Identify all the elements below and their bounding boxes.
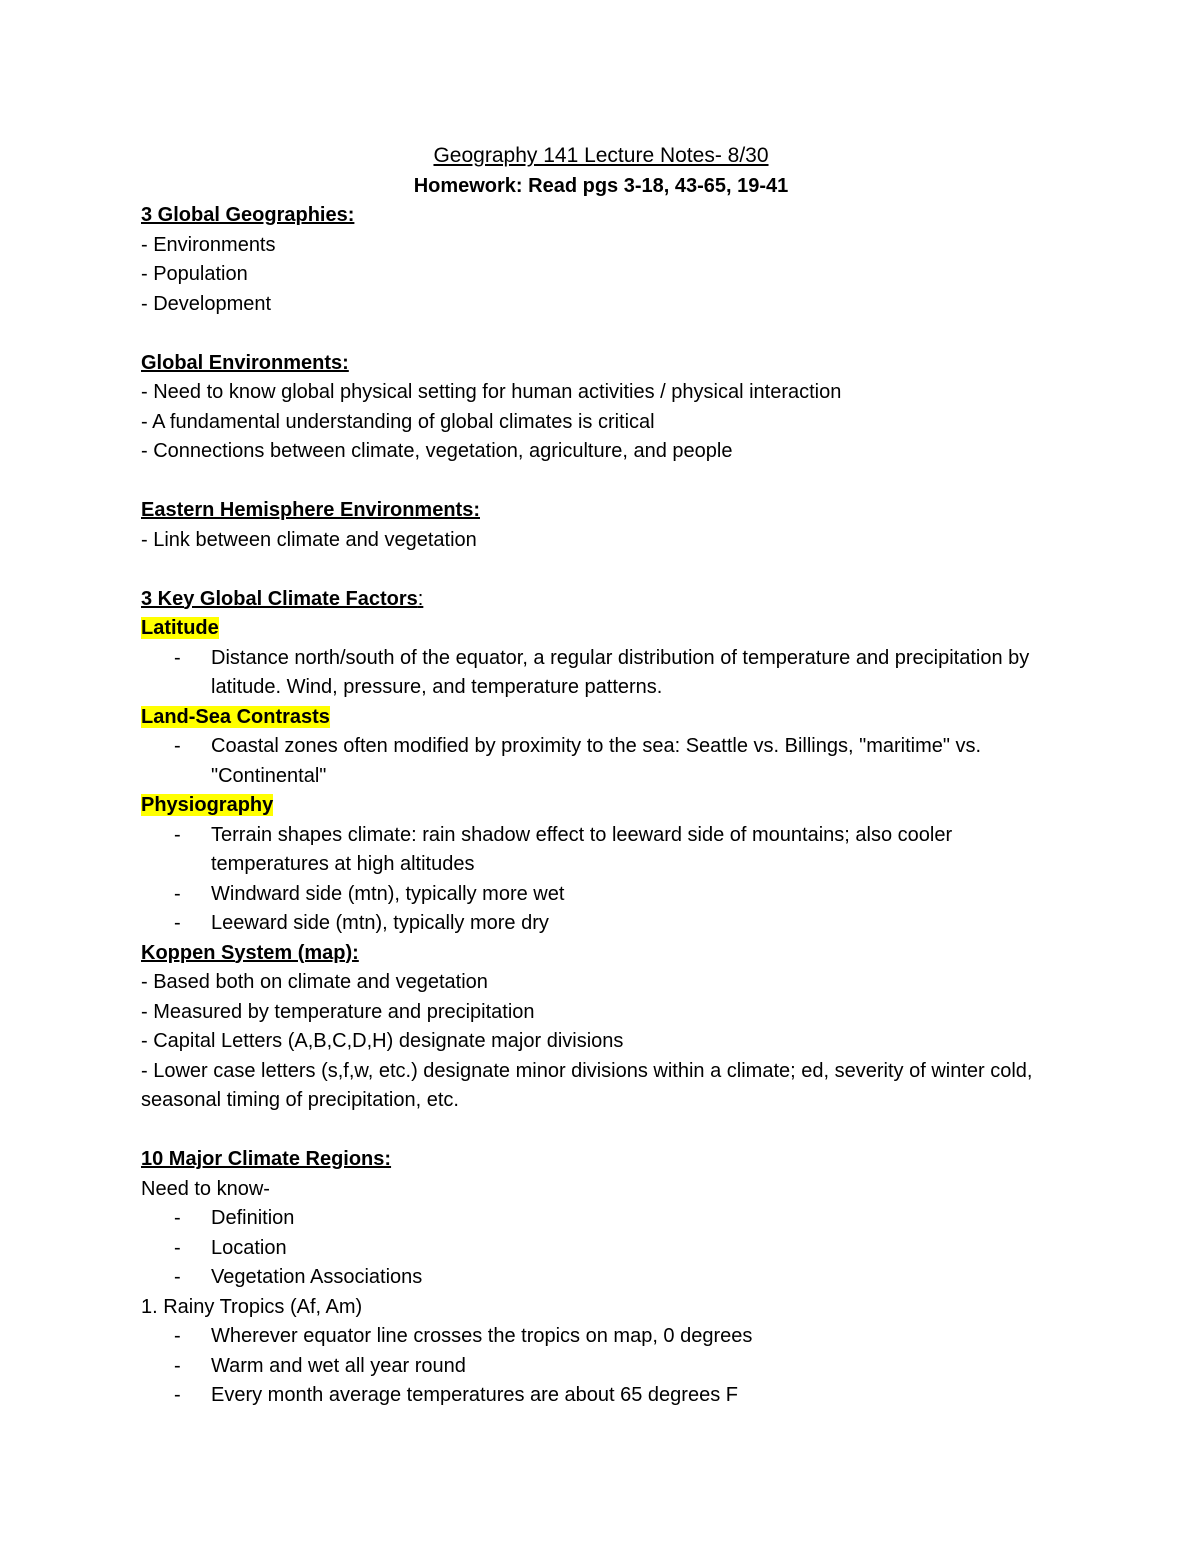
list-item: - Based both on climate and vegetation xyxy=(141,971,488,993)
page-title: Geography 141 Lecture Notes- 8/30 xyxy=(433,144,769,167)
dash-list-item xyxy=(141,732,1061,791)
list-item: - A fundamental understanding of global climates is critical xyxy=(141,410,655,433)
homework-line: Homework: Read pgs 3-18, 43-65, 19-41 xyxy=(413,175,789,197)
highlighted-subheading: Physiography xyxy=(141,794,274,816)
section-heading: Koppen System (map): xyxy=(141,941,359,964)
dash-list-item xyxy=(141,1263,1061,1293)
list-item: - Need to know global physical setting for human activities / physical interaction xyxy=(141,381,842,403)
list-item-text: Leeward side (mtn), typically more dry xyxy=(211,912,549,934)
factor-physiography xyxy=(141,791,1061,939)
region-title: 1. Rainy Tropics (Af, Am) xyxy=(141,1295,363,1318)
spacer xyxy=(141,319,1061,349)
dash-list-item xyxy=(141,1381,1061,1411)
section-climate-factors xyxy=(141,585,1061,939)
list-item: - Lower case letters (s,f,w, etc.) designate minor divisions within a climate; ed, severity of winter cold, seasonal timing of precipitation, etc. xyxy=(141,1059,1033,1111)
dash-list-item xyxy=(141,880,1061,910)
section-heading: 3 Global Geographies: xyxy=(141,204,355,226)
dash-bullet: - xyxy=(174,1236,181,1259)
list-item: - Measured by temperature and precipitation xyxy=(141,1000,535,1023)
intro-text: Need to know- xyxy=(141,1177,270,1200)
spacer xyxy=(141,1116,1061,1146)
section-global-geographies xyxy=(141,201,1061,319)
list-item-text: Definition xyxy=(211,1207,295,1229)
dash-bullet: - xyxy=(174,1384,181,1406)
list-item-text: Vegetation Associations xyxy=(211,1266,423,1288)
section-heading: Global Environments: xyxy=(141,351,349,374)
list-item: - Development xyxy=(141,292,272,315)
highlighted-subheading: Land-Sea Contrasts xyxy=(141,705,330,728)
dash-list-item xyxy=(141,821,1061,880)
dash-list-item xyxy=(141,1204,1061,1234)
spacer xyxy=(141,467,1061,497)
dash-bullet: - xyxy=(174,1266,181,1288)
heading-colon: : xyxy=(417,587,424,610)
list-item-text: Warm and wet all year round xyxy=(211,1354,466,1377)
dash-list-item xyxy=(141,1234,1061,1264)
dash-bullet: - xyxy=(174,1325,181,1347)
list-item: - Environments xyxy=(141,233,276,256)
section-climate-regions xyxy=(141,1145,1061,1411)
section-heading: 3 Key Global Climate Factors xyxy=(141,587,418,610)
section-heading-row xyxy=(141,585,1061,615)
highlighted-subheading: Latitude xyxy=(141,617,219,639)
dash-list-item xyxy=(141,1322,1061,1352)
list-item: - Capital Letters (A,B,C,D,H) designate major divisions xyxy=(141,1030,624,1052)
document-page xyxy=(141,141,1061,1411)
section-global-environments xyxy=(141,349,1061,467)
dash-bullet: - xyxy=(174,1354,181,1377)
list-item: - Population xyxy=(141,263,248,285)
list-item: - Connections between climate, vegetation, agriculture, and people xyxy=(141,440,733,462)
dash-list-item xyxy=(141,909,1061,939)
list-item-text: Location xyxy=(211,1236,287,1259)
factor-land-sea xyxy=(141,703,1061,792)
list-item-text: Distance north/south of the equator, a regular distribution of temperature and precipitation by latitude. Wind, pressure, and temperature patterns. xyxy=(211,646,1030,698)
dash-bullet: - xyxy=(174,1207,181,1229)
list-item-text: Every month average temperatures are about 65 degrees F xyxy=(211,1384,738,1406)
section-heading: 10 Major Climate Regions: xyxy=(141,1148,392,1170)
dash-bullet: - xyxy=(174,823,181,846)
dash-bullet: - xyxy=(174,735,181,757)
dash-bullet: - xyxy=(174,882,181,905)
list-item: - Link between climate and vegetation xyxy=(141,528,477,551)
dash-list-item xyxy=(141,644,1061,703)
spacer xyxy=(141,555,1061,585)
dash-list-item xyxy=(141,1352,1061,1382)
section-koppen xyxy=(141,939,1061,1116)
dash-bullet: - xyxy=(174,646,181,669)
list-item-text: Terrain shapes climate: rain shadow effect to leeward side of mountains; also cooler temperatures at high altitudes xyxy=(211,823,953,875)
list-item-text: Wherever equator line crosses the tropics on map, 0 degrees xyxy=(211,1325,753,1347)
list-item-text: Windward side (mtn), typically more wet xyxy=(211,882,565,905)
dash-bullet: - xyxy=(174,912,181,934)
section-heading: Eastern Hemisphere Environments: xyxy=(141,499,480,521)
list-item-text: Coastal zones often modified by proximity to the sea: Seattle vs. Billings, "maritime" vs. "Continental" xyxy=(211,735,982,787)
section-eastern-hemisphere xyxy=(141,496,1061,555)
factor-latitude xyxy=(141,614,1061,703)
